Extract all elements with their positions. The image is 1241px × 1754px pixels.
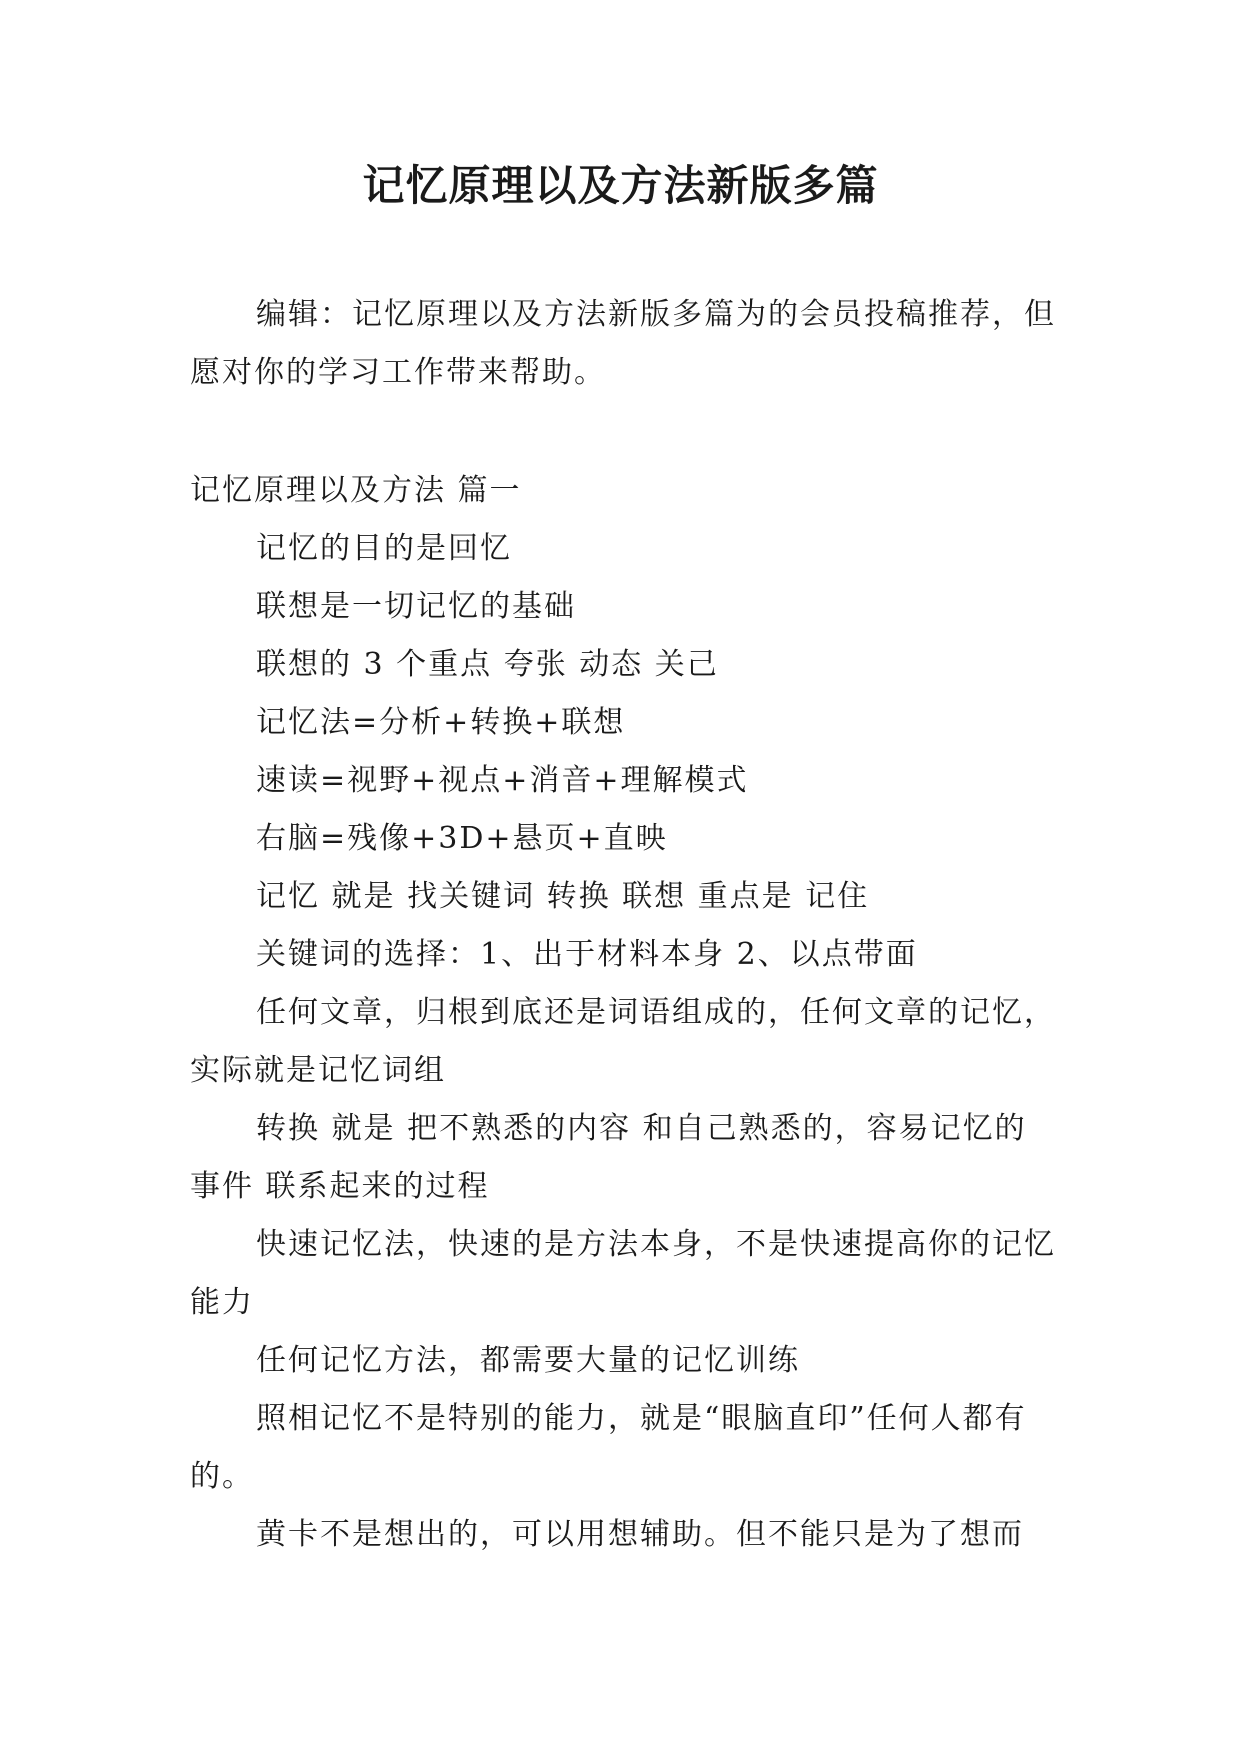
intro-paragraph: 编辑：记忆原理以及方法新版多篇为的会员投稿推荐，但愿对你的学习工作带来帮助。	[190, 297, 1056, 390]
paragraph: 记忆 就是 找关键词 转换 联想 重点是 记住	[256, 879, 870, 914]
paragraph: 记忆法=分析+转换+联想	[256, 705, 626, 740]
paragraph: 转换 就是 把不熟悉的内容 和自己熟悉的，容易记忆的事件 联系起来的过程	[190, 1111, 1027, 1204]
paragraph: 黄卡不是想出的，可以用想辅助。但不能只是为了想而	[256, 1517, 1024, 1552]
paragraph: 照相记忆不是特别的能力，就是“眼脑直印”任何人都有的。	[190, 1401, 1027, 1494]
document-title: 记忆原理以及方法新版多篇	[362, 161, 879, 210]
paragraph: 右脑=残像+3D+悬页+直映	[256, 821, 668, 856]
section-heading: 记忆原理以及方法 篇一	[190, 473, 522, 508]
paragraph: 快速记忆法，快速的是方法本身，不是快速提高你的记忆能力	[190, 1227, 1056, 1320]
paragraph: 关键词的选择：1、出于材料本身 2、以点带面	[256, 937, 918, 972]
paragraph: 记忆的目的是回忆	[256, 531, 512, 566]
paragraph: 任何记忆方法，都需要大量的记忆训练	[256, 1343, 800, 1378]
paragraph: 速读=视野+视点+消音+理解模式	[256, 763, 749, 798]
paragraph: 任何文章，归根到底还是词语组成的，任何文章的记忆，实际就是记忆词组	[190, 995, 1056, 1088]
section-1	[190, 462, 1058, 1564]
paragraph: 联想是一切记忆的基础	[256, 589, 576, 624]
paragraph: 联想的 3 个重点 夸张 动态 关己	[256, 647, 719, 682]
